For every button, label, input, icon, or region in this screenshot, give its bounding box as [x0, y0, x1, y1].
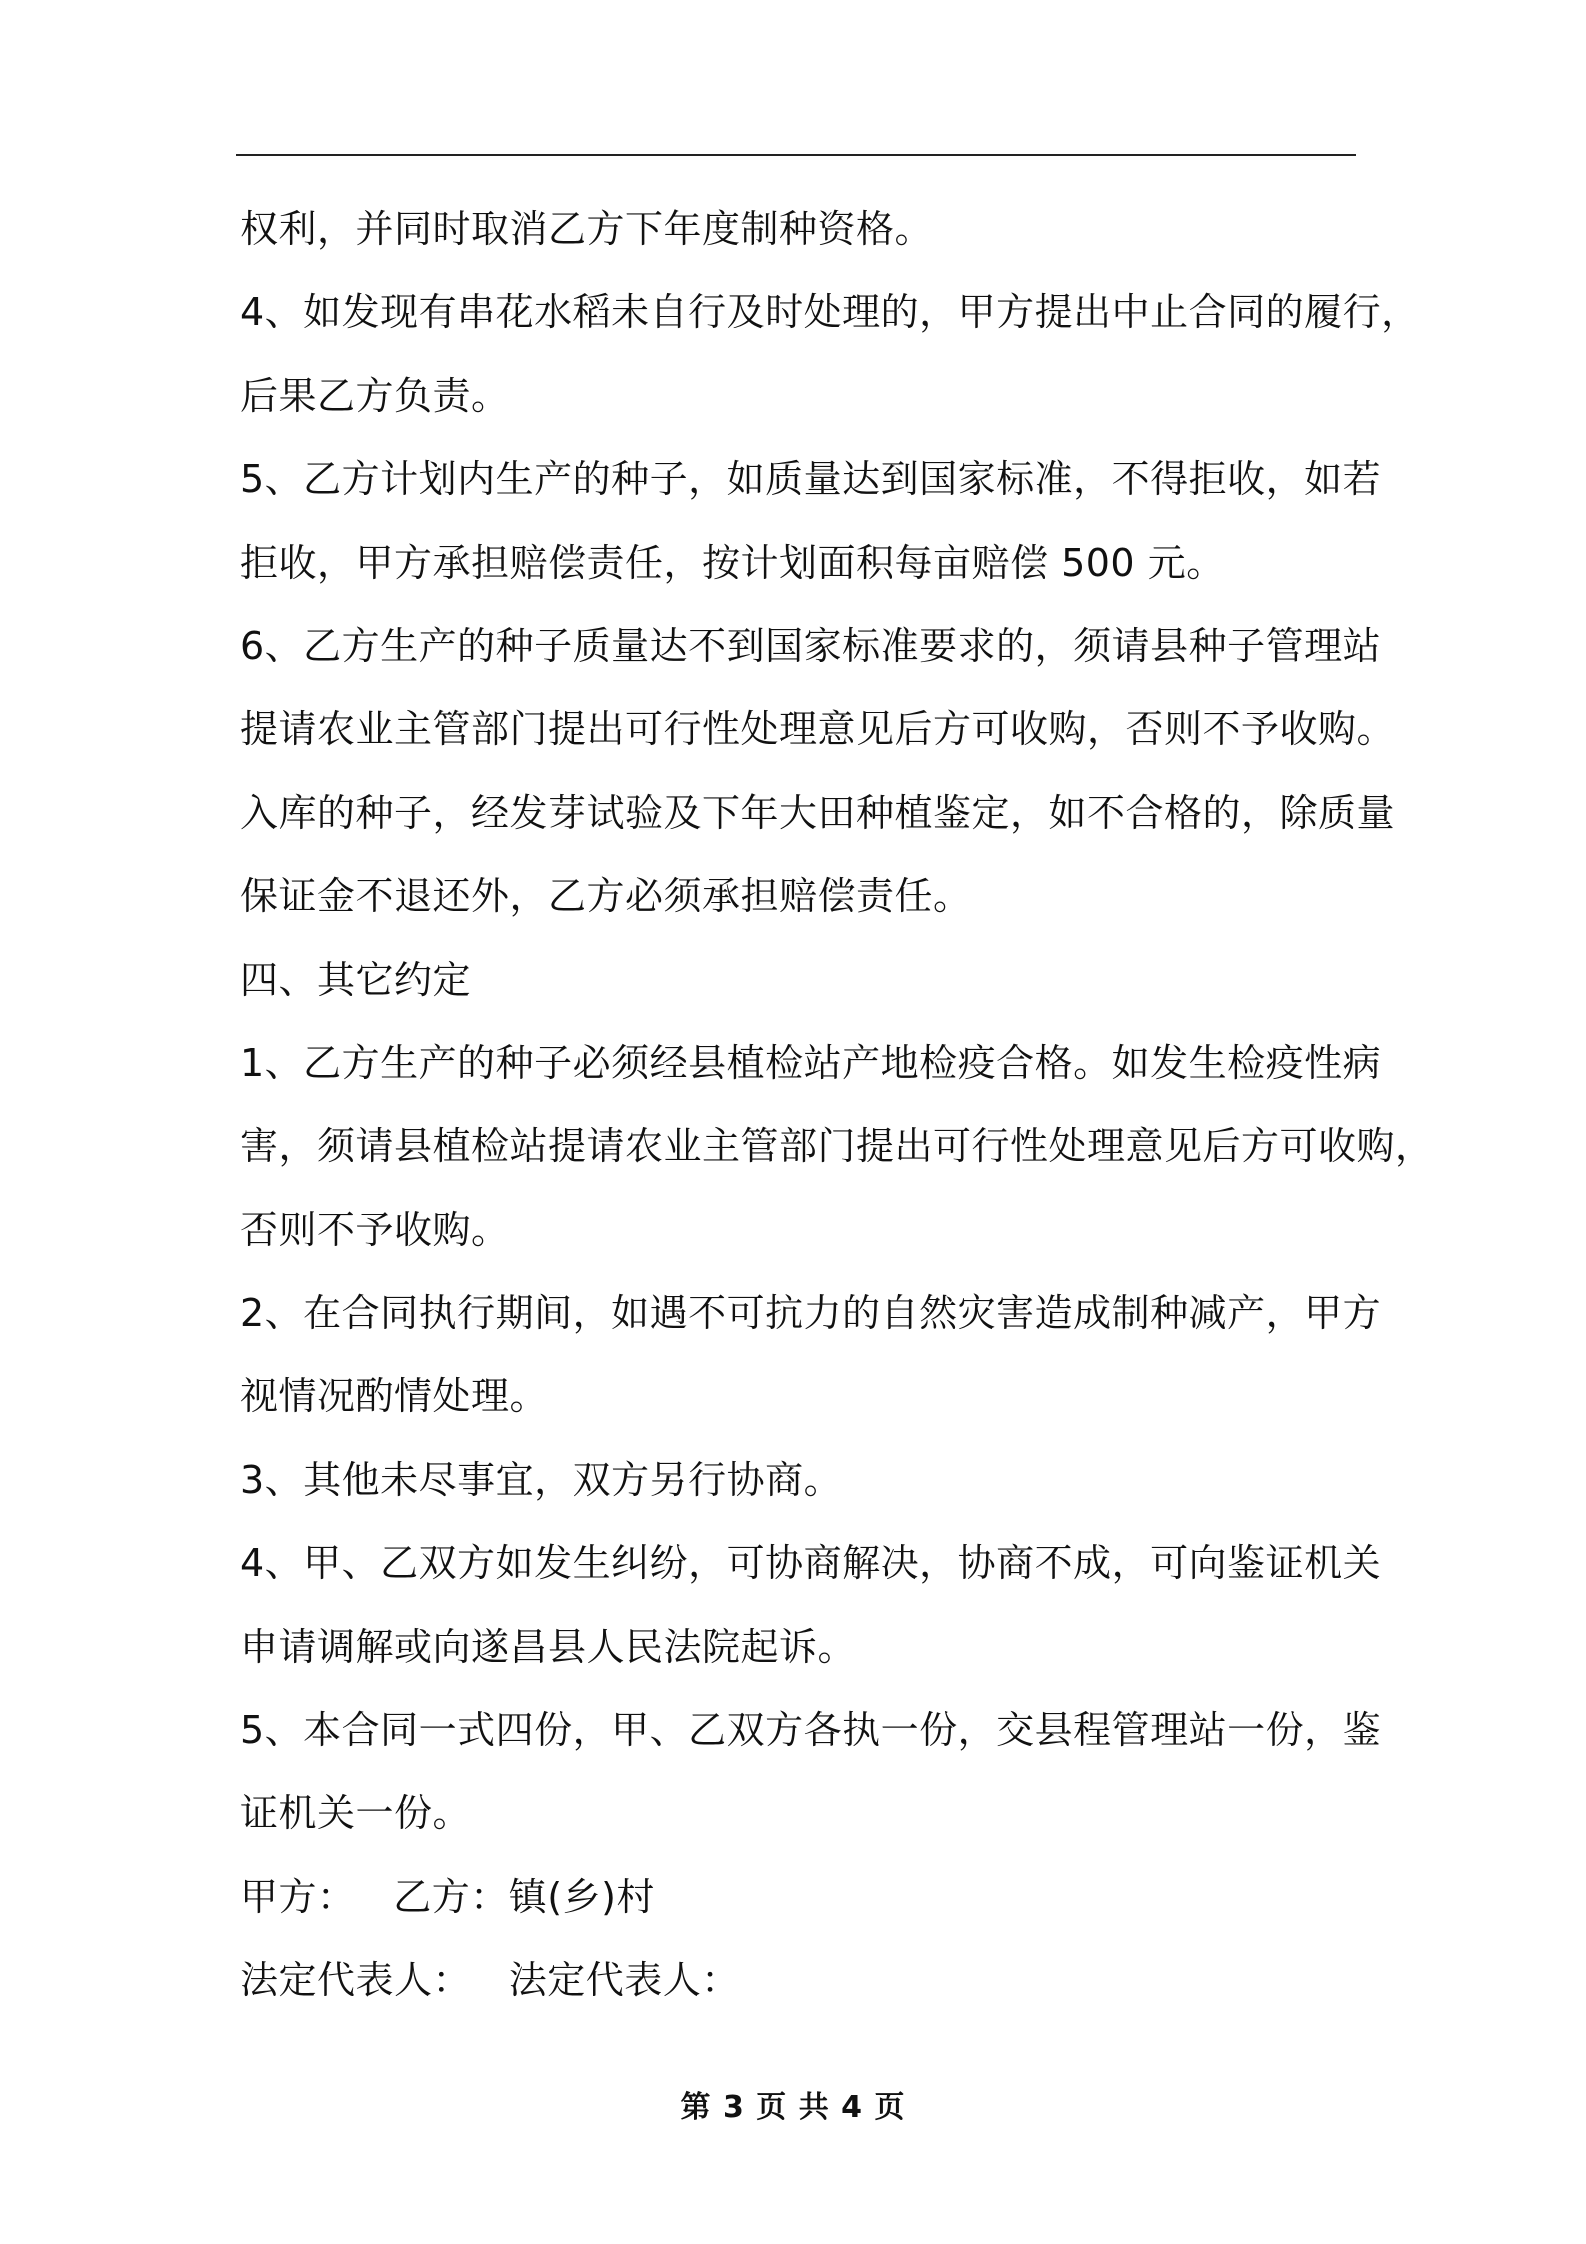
header-rule [236, 154, 1356, 156]
text-line: 否则不予收购。 [240, 1207, 510, 1252]
text-line: 后果乙方负责。 [240, 373, 510, 418]
text-line: 1、乙方生产的种子必须经县植检站产地检疫合格。如发生检疫性病 [240, 1040, 1382, 1085]
text-line: 3、其他未尽事宜，双方另行协商。 [240, 1457, 843, 1502]
text-line: 5、乙方计划内生产的种子，如质量达到国家标准，不得拒收，如若 [240, 457, 1382, 502]
text-line: 视情况酌情处理。 [240, 1374, 549, 1419]
text-line: 5、本合同一式四份，甲、乙双方各执一份，交县程管理站一份，鉴 [240, 1708, 1382, 1753]
text-line: 证机关一份。 [240, 1791, 472, 1836]
section-heading: 四、其它约定 [240, 957, 472, 1002]
text-line: 4、甲、乙双方如发生纠纷，可协商解决，协商不成，可向鉴证机关 [240, 1541, 1382, 1586]
document-body [240, 188, 1434, 2023]
page-number-footer: 第 3 页 共 4 页 [680, 2090, 906, 2125]
text-line: 6、乙方生产的种子质量达不到国家标准要求的，须请县种子管理站 [240, 623, 1382, 668]
text-line: 提请农业主管部门提出可行性处理意见后方可收购，否则不予收购。 [240, 707, 1396, 752]
text-line: 害，须请县植检站提请农业主管部门提出可行性处理意见后方可收购， [240, 1124, 1434, 1169]
signature-parties-line: 甲方： 乙方：镇(乡)村 [240, 1874, 655, 1919]
text-line: 保证金不退还外，乙方必须承担赔偿责任。 [240, 874, 972, 919]
legal-representative-line: 法定代表人： 法定代表人： [240, 1958, 740, 2003]
text-line: 2、在合同执行期间，如遇不可抗力的自然灾害造成制种减产，甲方 [240, 1291, 1382, 1336]
text-line: 入库的种子，经发芽试验及下年大田种植鉴定，如不合格的，除质量 [240, 790, 1396, 835]
text-line: 权利，并同时取消乙方下年度制种资格。 [240, 207, 934, 251]
text-line: 申请调解或向遂昌县人民法院起诉。 [240, 1624, 857, 1669]
text-line: 4、如发现有串花水稻未自行及时处理的，甲方提出中止合同的履行， [240, 290, 1420, 335]
text-line: 拒收，甲方承担赔偿责任，按计划面积每亩赔偿 500 元。 [240, 540, 1225, 585]
